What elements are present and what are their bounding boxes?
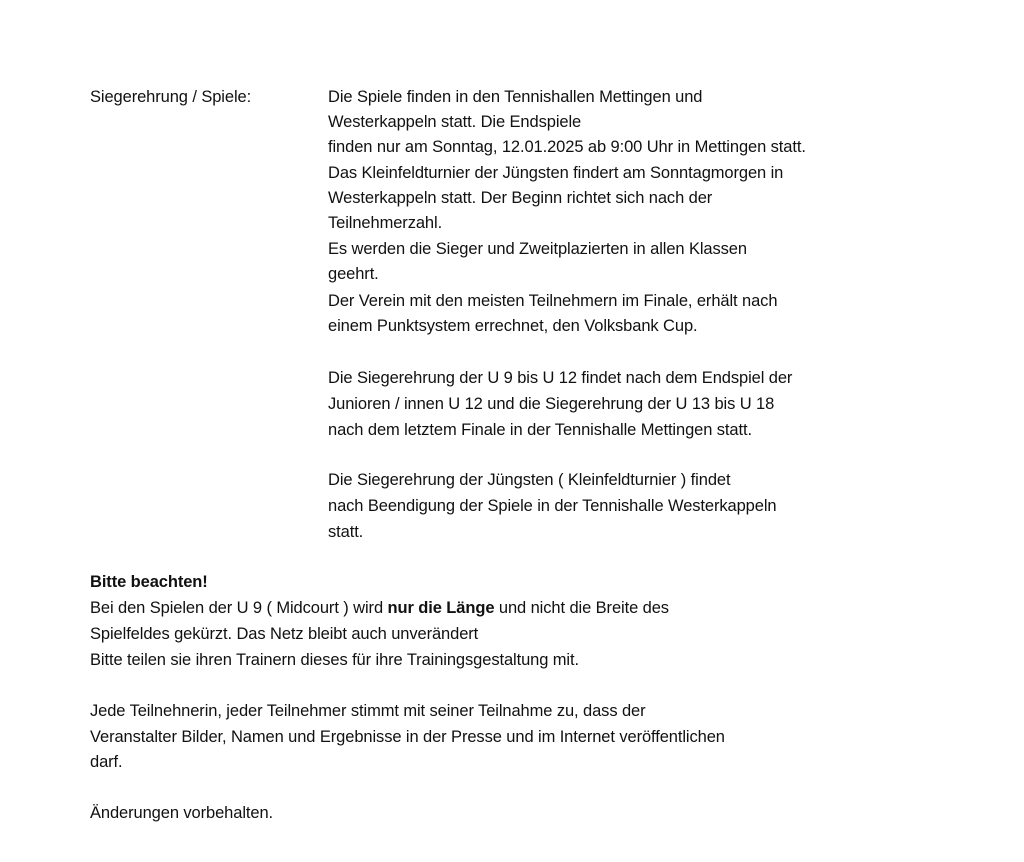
text-line: Westerkappeln statt. Der Beginn richtet sich nach der: [328, 189, 713, 207]
text-line: Die Siegerehrung der U 9 bis U 12 findet nach dem Endspiel der: [328, 369, 793, 387]
text-line: [90, 598, 669, 618]
text-line: Westerkappeln statt. Die Endspiele: [328, 113, 582, 131]
text-line: statt.: [328, 523, 364, 541]
text-line: Jede Teilnehnerin, jeder Teilnehmer stimmt mit seiner Teilnahme zu, dass der: [90, 702, 646, 720]
text-line: Die Spiele finden in den Tennishallen Mettingen und: [328, 88, 703, 106]
notice-heading: Bitte beachten!: [90, 573, 208, 591]
text-line: Veranstalter Bilder, Namen und Ergebnisse in der Presse und im Internet veröffentlichen: [90, 728, 725, 746]
section-label: Siegerehrung / Spiele:: [90, 88, 252, 106]
text-line: darf.: [90, 753, 123, 771]
emphasis-text: nur die Länge: [387, 599, 495, 617]
text-line: Spielfeldes gekürzt. Das Netz bleibt auch unverändert: [90, 625, 479, 643]
text-line: Die Siegerehrung der Jüngsten ( Kleinfeldturnier ) findet: [328, 471, 731, 489]
text-line: einem Punktsystem errechnet, den Volksbank Cup.: [328, 317, 698, 335]
text-line: Der Verein mit den meisten Teilnehmern im Finale, erhält nach: [328, 292, 778, 310]
text-line: nach Beendigung der Spiele in der Tennishalle Westerkappeln: [328, 497, 777, 515]
text-line: Bitte teilen sie ihren Trainern dieses für ihre Trainingsgestaltung mit.: [90, 651, 579, 669]
text-line: Es werden die Sieger und Zweitplazierten in allen Klassen: [328, 240, 747, 258]
text-line: Junioren / innen U 12 und die Siegerehrung der U 13 bis U 18: [328, 395, 775, 413]
text-line: Das Kleinfeldturnier der Jüngsten findert am Sonntagmorgen in: [328, 164, 784, 182]
text-span: Bei den Spielen der U 9 ( Midcourt ) wird: [90, 599, 388, 617]
text-line: geehrt.: [328, 265, 379, 283]
text-span: und nicht die Breite des: [494, 599, 669, 617]
footer-note: Änderungen vorbehalten.: [90, 804, 274, 822]
text-line: Teilnehmerzahl.: [328, 214, 443, 232]
text-line: finden nur am Sonntag, 12.01.2025 ab 9:00 Uhr in Mettingen statt.: [328, 138, 806, 156]
text-line: nach dem letztem Finale in der Tennishalle Mettingen statt.: [328, 421, 752, 439]
